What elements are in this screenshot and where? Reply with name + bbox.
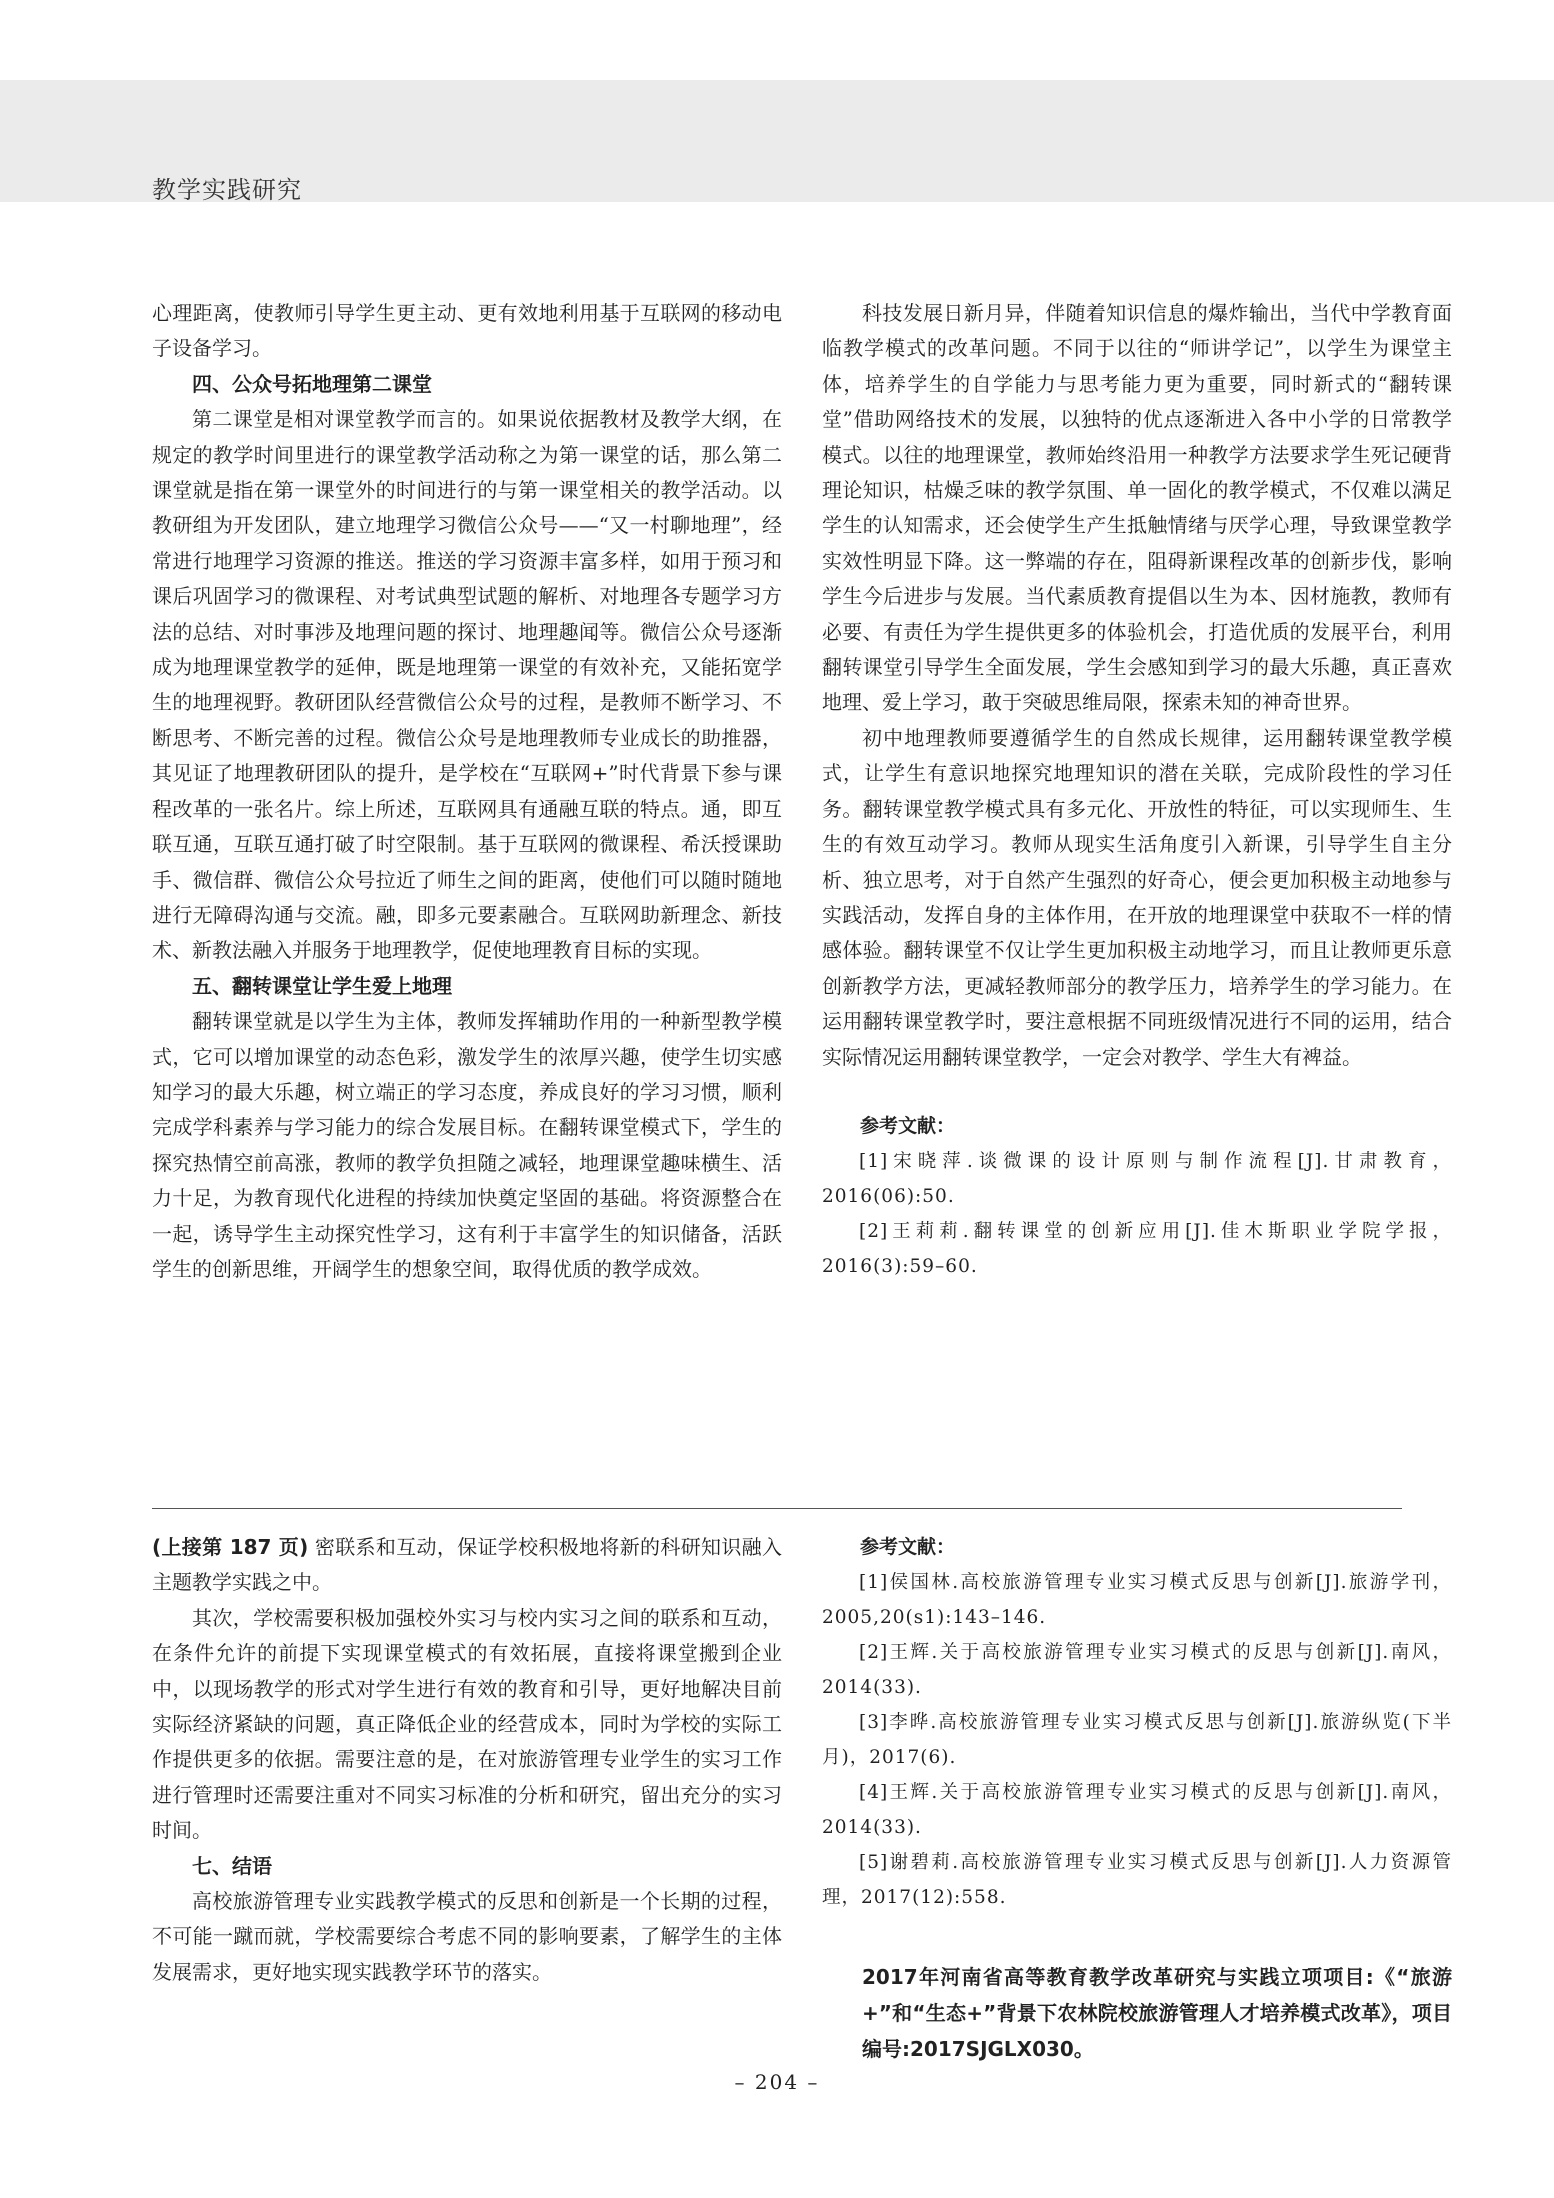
section-heading-7: 七、结语 [192, 1853, 272, 1878]
journal-section-title: 教学实践研究 [152, 176, 302, 204]
references-title: 参考文献： [860, 1536, 956, 1558]
project-funding-note: 2017年河南省高等教育教学改革研究与实践立项项目:《“旅游+”和“生态+”背景下农林院校旅游管理人才培养模式改革》，项目编号:2017SJGLX030。 [862, 1965, 1452, 2061]
paragraph: 高校旅游管理专业实践教学模式的反思和创新是一个长期的过程，不可能一蹴而就，学校需要综合考虑不同的影响要素，了解学生的主体发展需求，更好地实现实践教学环节的落实。 [152, 1889, 782, 1984]
references-title: 参考文献： [860, 1114, 956, 1137]
reference-item: [4]王辉.关于高校旅游管理专业实习模式的反思与创新[J].南风，2014(33). [822, 1782, 1452, 1838]
paragraph: 心理距离，使教师引导学生更主动、更有效地利用基于互联网的移动电子设备学习。 [152, 301, 782, 361]
paragraph: 翻转课堂就是以学生为主体，教师发挥辅助作用的一种新型教学模式，它可以增加课堂的动态色彩，激发学生的浓厚兴趣，使学生切实感知学习的最大乐趣，树立端正的学习态度，养成良好的学习习惯，顺利完成学科素养与学习能力的综合发展目标。在翻转课堂模式下，学生的探究热情空前高涨，教师的教学负担随之减轻，地理课堂趣味横生、活力十足，为教育现代化进程的持续加快奠定坚固的基础。将资源整合在一起，诱导学生主动探究性学习，这有利于丰富学生的知识储备，活跃学生的创新思维，开阔学生的想象空间，取得优质的教学成效。 [152, 1009, 782, 1281]
reference-item: [2]王辉.关于高校旅游管理专业实习模式的反思与创新[J].南风，2014(33). [822, 1642, 1452, 1698]
reference-item: [1]宋晓萍.谈微课的设计原则与制作流程[J].甘肃教育，2016(06):50. [822, 1150, 1452, 1207]
paragraph-text: 密联系和互动，保证学校积极地将新的科研知识融入主题教学实践之中。 [152, 1535, 782, 1595]
section-heading-5: 五、翻转课堂让学生爱上地理 [192, 973, 452, 998]
reference-item: [2]王莉莉.翻转课堂的创新应用[J].佳木斯职业学院学报，2016(3):59–60. [822, 1220, 1452, 1277]
right-column-bottom [822, 1530, 1452, 2070]
article-divider [152, 1508, 1402, 1509]
references [822, 1109, 1452, 1284]
continued-from-label: (上接第 187 页) [152, 1535, 309, 1559]
paragraph: 其次，学校需要积极加强校外实习与校内实习之间的联系和互动，在条件允许的前提下实现课堂模式的有效拓展，直接将课堂搬到企业中，以现场教学的形式对学生进行有效的教育和引导，更好地解决目前实际经济紧缺的问题，真正降低企业的经营成本，同时为学校的实际工作提供更多的依据。需要注意的是，在对旅游管理专业学生的实习工作进行管理时还需要注重对不同实习标准的分析和研究，留出充分的实习时间。 [152, 1605, 782, 1843]
paragraph: 初中地理教师要遵循学生的自然成长规律，运用翻转课堂教学模式，让学生有意识地探究地理知识的潜在关联，完成阶段性的学习任务。翻转课堂教学模式具有多元化、开放性的特征，可以实现师生、生生的有效互动学习。教师从现实生活角度引入新课，引导学生自主分析、独立思考，对于自然产生强烈的好奇心，便会更加积极主动地参与实践活动，发挥自身的主体作用，在开放的地理课堂中获取不一样的情感体验。翻转课堂不仅让学生更加积极主动地学习，而且让教师更乐意创新教学方法，更减轻教师部分的教学压力，培养学生的学习能力。在运用翻转课堂教学时，要注意根据不同班级情况进行不同的运用，结合实际情况运用翻转课堂教学，一定会对教学、学生大有裨益。 [822, 725, 1452, 1069]
section-heading-4: 四、公众号拓地理第二课堂 [192, 371, 432, 396]
left-column-bottom [152, 1530, 782, 2070]
paragraph [152, 1530, 782, 1601]
left-column-top [152, 296, 782, 1506]
references [822, 1530, 1452, 1915]
page-number: – 204 – [734, 2070, 820, 2094]
reference-item: [3]李晔.高校旅游管理专业实习模式反思与创新[J].旅游纵览(下半月)，2017(6). [822, 1712, 1452, 1768]
right-column-top [822, 296, 1452, 1506]
paragraph: 第二课堂是相对课堂教学而言的。如果说依据教材及教学大纲，在规定的教学时间里进行的课堂教学活动称之为第一课堂的话，那么第二课堂就是指在第一课堂外的时间进行的与第一课堂相关的教学活动。以教研组为开发团队，建立地理学习微信公众号——“又一村聊地理”，经常进行地理学习资源的推送。推送的学习资源丰富多样，如用于预习和课后巩固学习的微课程、对考试典型试题的解析、对地理各专题学习方法的总结、对时事涉及地理问题的探讨、地理趣闻等。微信公众号逐渐成为地理课堂教学的延伸，既是地理第一课堂的有效补充，又能拓宽学生的地理视野。教研团队经营微信公众号的过程，是教师不断学习、不断思考、不断完善的过程。微信公众号是地理教师专业成长的助推器，其见证了地理教研团队的提升，是学校在“互联网+”时代背景下参与课程改革的一张名片。综上所述，互联网具有通融互联的特点。通，即互联互通，互联互通打破了时空限制。基于互联网的微课程、希沃授课助手、微信群、微信公众号拉近了师生之间的距离，使他们可以随时随地进行无障碍沟通与交流。融，即多元要素融合。互联网助新理念、新技术、新教法融入并服务于地理教学，促使地理教育目标的实现。 [152, 407, 782, 963]
paragraph: 科技发展日新月异，伴随着知识信息的爆炸输出，当代中学教育面临教学模式的改革问题。不同于以往的“师讲学记”，以学生为课堂主体，培养学生的自学能力与思考能力更为重要，同时新式的“翻转课堂”借助网络技术的发展，以独特的优点逐渐进入各中小学的日常教学模式。以往的地理课堂，教师始终沿用一种教学方法要求学生死记硬背理论知识，枯燥乏味的教学氛围、单一固化的教学模式，不仅难以满足学生的认知需求，还会使学生产生抵触情绪与厌学心理，导致课堂教学实效性明显下降。这一弊端的存在，阻碍新课程改革的创新步伐，影响学生今后进步与发展。当代素质教育提倡以生为本、因材施教，教师有必要、有责任为学生提供更多的体验机会，打造优质的发展平台，利用翻转课堂引导学生全面发展，学生会感知到学习的最大乐趣，真正喜欢地理、爱上学习，敢于突破思维局限，探索未知的神奇世界。 [822, 301, 1452, 715]
reference-item: [5]谢碧莉.高校旅游管理专业实习模式反思与创新[J].人力资源管理，2017(12):558. [822, 1852, 1452, 1908]
reference-item: [1]侯国林.高校旅游管理专业实习模式反思与创新[J].旅游学刊，2005,20(s1):143–146. [822, 1572, 1452, 1628]
